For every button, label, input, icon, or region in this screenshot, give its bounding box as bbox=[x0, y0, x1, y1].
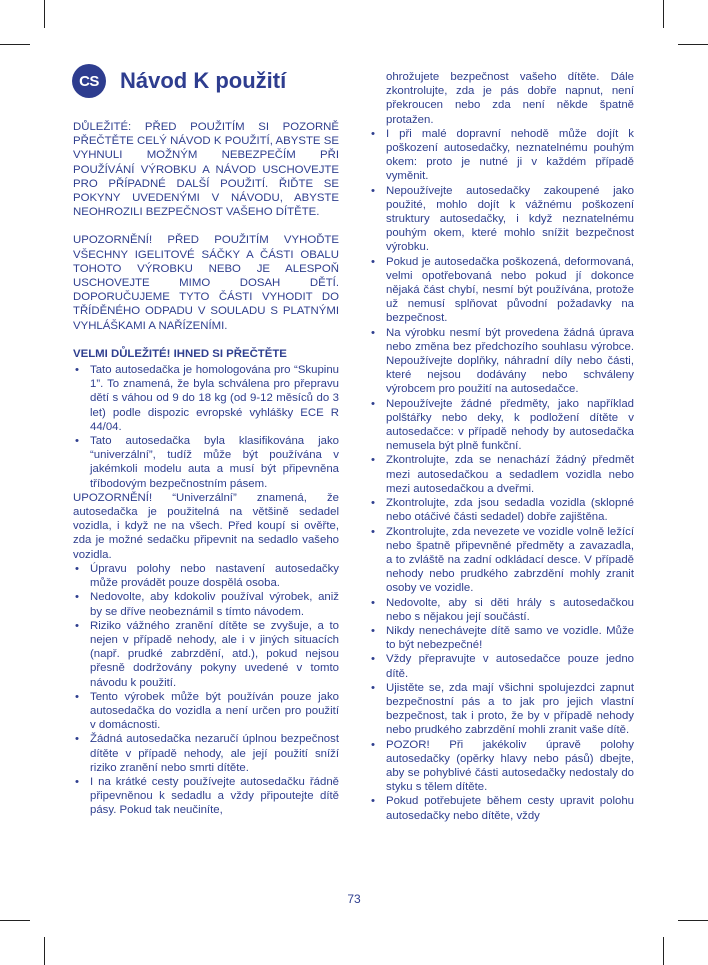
crop-mark bbox=[663, 937, 664, 965]
page-header bbox=[72, 64, 286, 98]
intro-paragraph: DŮLEŽITÉ: PŘED POUŽITÍM SI POZORNĚ PŘEČTĚTE CELÝ NÁVOD K POUŽITÍ, ABYSTE SE VYHNULI MOŽNÝM NEBEZPEČÍM PŘI POUŽÍVÁNÍ VÝROBKU A NÁVOD USCHOVEJTE PRO PŘÍPADNÉ DALŠÍ POUŽITÍ. ŘIĎTE SE POKYNY UVEDENÝMI V NÁVODU, ABYSTE NEOHROZILI BEZPEČNOST VAŠEHO DÍTĚTE. bbox=[73, 121, 339, 219]
list-item: • I při malé dopravní nehodě může dojít k poškození autosedačky, neznatelnému pouhým okem: proto je nutné ji v každém případě vyměnit. bbox=[369, 127, 634, 184]
section-title: VELMI DŮLEŽITÉ! IHNED SI PŘEČTĚTE bbox=[73, 347, 287, 360]
language-badge: CS bbox=[72, 64, 106, 98]
list-item: • Tento výrobek může být používán pouze jako autosedačka do vozidla a není určen pro použití v domácnosti. bbox=[73, 690, 339, 733]
page-number: 73 bbox=[347, 892, 361, 906]
list-item: • Ujistěte se, zda mají všichni spolujezdci zapnut bezpečnostní pás a to jak pro jejich vlastní bezpečnost, tak i proto, že by v případě nehody nebo prudkého zabrzdění mohli zranit vaše dítě. bbox=[369, 681, 634, 738]
left-column bbox=[73, 120, 339, 818]
list-item: • Nedovolte, aby kdokoliv používal výrobek, aniž by se dříve neobeznámil s tímto návodem. bbox=[73, 590, 339, 618]
page-title: Návod K použití bbox=[120, 68, 287, 93]
list-item: • Riziko vážného zranění dítěte se zvyšuje, a to nejen v případě nehody, ale i v jiných situacích (např. prudké zabrzdění, atd.), pokud nejsou přesně dodržovány pokyny uvedené v tomto návodu k použití. bbox=[73, 619, 339, 690]
crop-mark bbox=[678, 920, 708, 921]
list-item: • Pokud je autosedačka poškozená, deformovaná, velmi opotřebovaná nebo pokud jí dokonce nějaká část chybí, nesmí být používána, protože už nemusí splňovat původní požadavky na bezpečnost. bbox=[369, 255, 634, 326]
continued-text: ohrožujete bezpečnost vašeho dítěte. Dále zkontrolujte, zda je pás dobře napnut, není překroucen nebo zda není někde špatně protažen. bbox=[386, 71, 634, 126]
list-item: • I na krátké cesty používejte autosedačku řádně připevněnou k sedadlu a vždy připoutejte dítě pásy. Pokud tak neučiníte, bbox=[73, 775, 339, 818]
list-item: • Žádná autosedačka nezaručí úplnou bezpečnost dítěte v případě nehody, ale její použití sníží riziko zranění nebo smrti dítěte. bbox=[73, 732, 339, 775]
crop-mark bbox=[663, 0, 664, 28]
list-item: • Na výrobku nesmí být provedena žádná úprava nebo změna bez předchozího souhlasu výrobce. Nepoužívejte doplňky, náhradní díly nebo části, které nejsou dodávány nebo schváleny výrobcem pro použití na autosedačce. bbox=[369, 326, 634, 397]
list-item: • Tato autosedačka byla klasifikována jako “univerzální”, tudíž může být používána v jakémkoli modelu auta a musí být připevněna tříbodovým bezpečnostním pásem. bbox=[73, 434, 339, 491]
right-column bbox=[369, 70, 634, 823]
crop-mark bbox=[678, 44, 708, 45]
list-item: • Pokud potřebujete během cesty upravit polohu autosedačky nebo dítěte, vždy bbox=[369, 794, 634, 822]
bullet-list bbox=[369, 127, 634, 823]
list-item: • Zkontrolujte, zda se nenachází žádný předmět mezi autosedačkou a sedadlem vozidla nebo mezi autosedačkou a dveřmi. bbox=[369, 453, 634, 496]
bullet-list bbox=[73, 363, 339, 491]
crop-mark bbox=[0, 44, 30, 45]
bullet-list bbox=[73, 562, 339, 818]
list-item: • Nepoužívejte žádné předměty, jako například polštářky nebo deky, k podložení dítěte v autosedačce: v případě nehody by autosedačka nemusela být plně funkční. bbox=[369, 397, 634, 454]
crop-mark bbox=[0, 920, 30, 921]
list-item: • POZOR! Při jakékoliv úpravě polohy autosedačky (opěrky hlavy nebo pásů) dbejte, aby se pohyblivé části autosedačky nedostaly do styku s tělem dítěte. bbox=[369, 738, 634, 795]
list-item: • Vždy přepravujte v autosedačce pouze jedno dítě. bbox=[369, 652, 634, 680]
crop-mark bbox=[44, 937, 45, 965]
list-item: • Zkontrolujte, zda nevezete ve vozidle volně ležící nebo špatně připevněné předměty a zavazadla, a to zvláště na zadní odkládací desce. V případě nehody nebo prudkého zabrzdění mohly zranit osoby ve vozidle. bbox=[369, 525, 634, 596]
list-item: • Nikdy nenechávejte dítě samo ve vozidle. Může to být nebezpečné! bbox=[369, 624, 634, 652]
list-item: • Nedovolte, aby si děti hrály s autosedačkou nebo s nějakou její součástí. bbox=[369, 596, 634, 624]
list-item: • Zkontrolujte, zda jsou sedadla vozidla (sklopné nebo otáčivé části sedadel) dobře zajištěna. bbox=[369, 496, 634, 524]
warning-paragraph: UPOZORNĚNÍ! “Univerzální” znamená, že autosedačka je použitelná na většině sedadel vozidla, i když ne na všech. Před koupí si ověřte, zda je možné sedačku připevnit na sedadlo vašeho vozidla. bbox=[73, 491, 339, 561]
list-item: • Úpravu polohy nebo nastavení autosedačky může provádět pouze dospělá osoba. bbox=[73, 562, 339, 590]
list-item: • Tato autosedačka je homologována pro “Skupinu 1”. To znamená, že byla schválena pro přepravu dětí s váhou od 9 do 18 kg (od 9-12 měsíců do 3 let) podle dispozic evropské vyhlášky ECE R 44/04. bbox=[73, 363, 339, 434]
intro-paragraph: UPOZORNĚNÍ! PŘED POUŽITÍM VYHOĎTE VŠECHNY IGELITOVÉ SÁČKY A ČÁSTI OBALU TOHOTO VÝROBKU NEBO JE ALESPOŇ USCHOVEJTE MIMO DOSAH DĚTÍ. DOPORUČUJEME TYTO ČÁSTI VYHODIT DO TŘÍDĚNÉHO ODPADU V SOULADU S PLATNÝMI VYHLÁŠKAMI A NAŘÍZENÍMI. bbox=[73, 234, 339, 332]
list-item: • Nepoužívejte autosedačky zakoupené jako použité, mohlo dojít k vážnému poškození struktury autosedačky, i když neznatelnému pouhým okem, které mohlo snížit bezpečnost výrobku. bbox=[369, 184, 634, 255]
crop-mark bbox=[44, 0, 45, 28]
